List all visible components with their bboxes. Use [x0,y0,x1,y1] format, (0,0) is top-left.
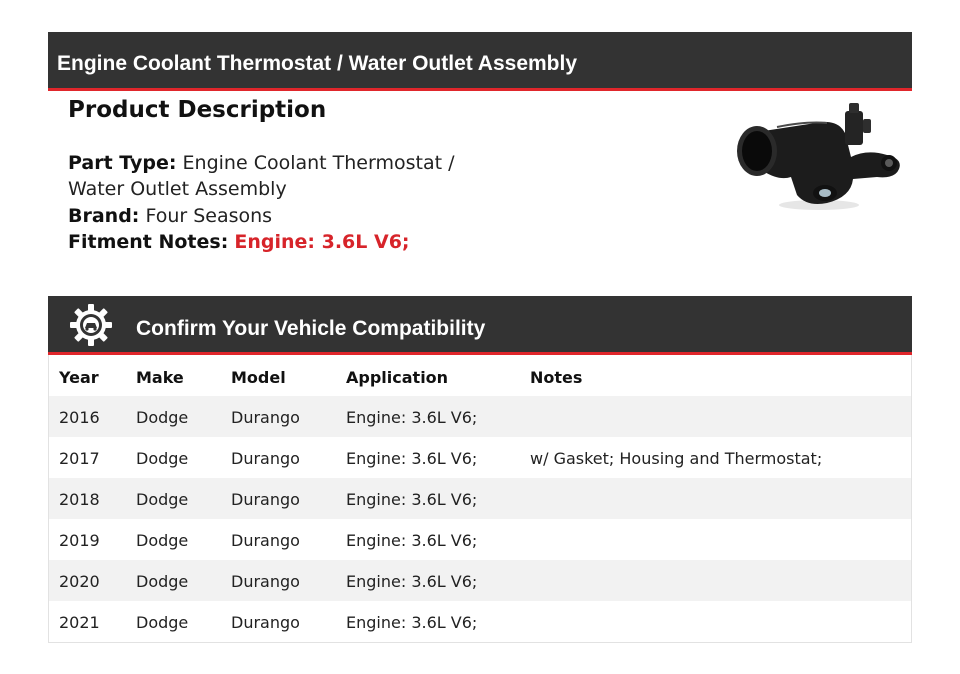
part-type-label: Part Type: [68,152,177,174]
brand-label: Brand: [68,205,140,227]
make-cell: Dodge [136,572,189,591]
application-cell: Engine: 3.6L V6; [346,613,478,632]
part-type-line [68,152,455,174]
compatibility-title: Confirm Your Vehicle Compatibility [136,317,486,340]
table-header-row [49,355,911,396]
table-row [49,437,911,478]
compatibility-table [48,355,912,643]
gear-car-icon [70,304,112,346]
application-cell: Engine: 3.6L V6; [346,531,478,550]
model-cell: Durango [231,572,300,591]
model-cell: Durango [231,531,300,550]
fitment-line [68,231,410,253]
year-cell: 2017 [59,449,100,468]
product-title-banner [48,32,912,91]
part-type-value-cont: Water Outlet Assembly [68,178,287,200]
make-cell: Dodge [136,613,189,632]
model-cell: Durango [231,449,300,468]
thermostat-housing-image [727,97,905,212]
table-row [49,601,911,642]
column-header-year: Year [59,368,99,387]
compatibility-banner [48,296,912,355]
column-header-notes: Notes [530,368,583,387]
year-cell: 2019 [59,531,100,550]
brand-value: Four Seasons [145,205,273,227]
model-cell: Durango [231,490,300,509]
year-cell: 2020 [59,572,100,591]
product-title: Engine Coolant Thermostat / Water Outlet Assembly [57,52,578,75]
table-row [49,396,911,437]
column-header-application: Application [346,368,449,387]
column-header-make: Make [136,368,184,387]
column-header-model: Model [231,368,286,387]
model-cell: Durango [231,613,300,632]
part-type-value: Engine Coolant Thermostat / [182,152,455,174]
model-cell: Durango [231,408,300,427]
fitment-value: Engine: 3.6L V6; [234,231,410,253]
make-cell: Dodge [136,408,189,427]
application-cell: Engine: 3.6L V6; [346,490,478,509]
application-cell: Engine: 3.6L V6; [346,572,478,591]
part-type-line-2 [68,178,287,200]
make-cell: Dodge [136,449,189,468]
year-cell: 2021 [59,613,100,632]
year-cell: 2018 [59,490,100,509]
make-cell: Dodge [136,490,189,509]
table-row [49,519,911,560]
make-cell: Dodge [136,531,189,550]
application-cell: Engine: 3.6L V6; [346,449,478,468]
fitment-label: Fitment Notes: [68,231,229,253]
table-row [49,560,911,601]
brand-line [68,205,272,227]
notes-cell: w/ Gasket; Housing and Thermostat; [530,449,823,468]
table-row [49,478,911,519]
year-cell: 2016 [59,408,100,427]
product-description-heading: Product Description [68,97,327,123]
application-cell: Engine: 3.6L V6; [346,408,478,427]
